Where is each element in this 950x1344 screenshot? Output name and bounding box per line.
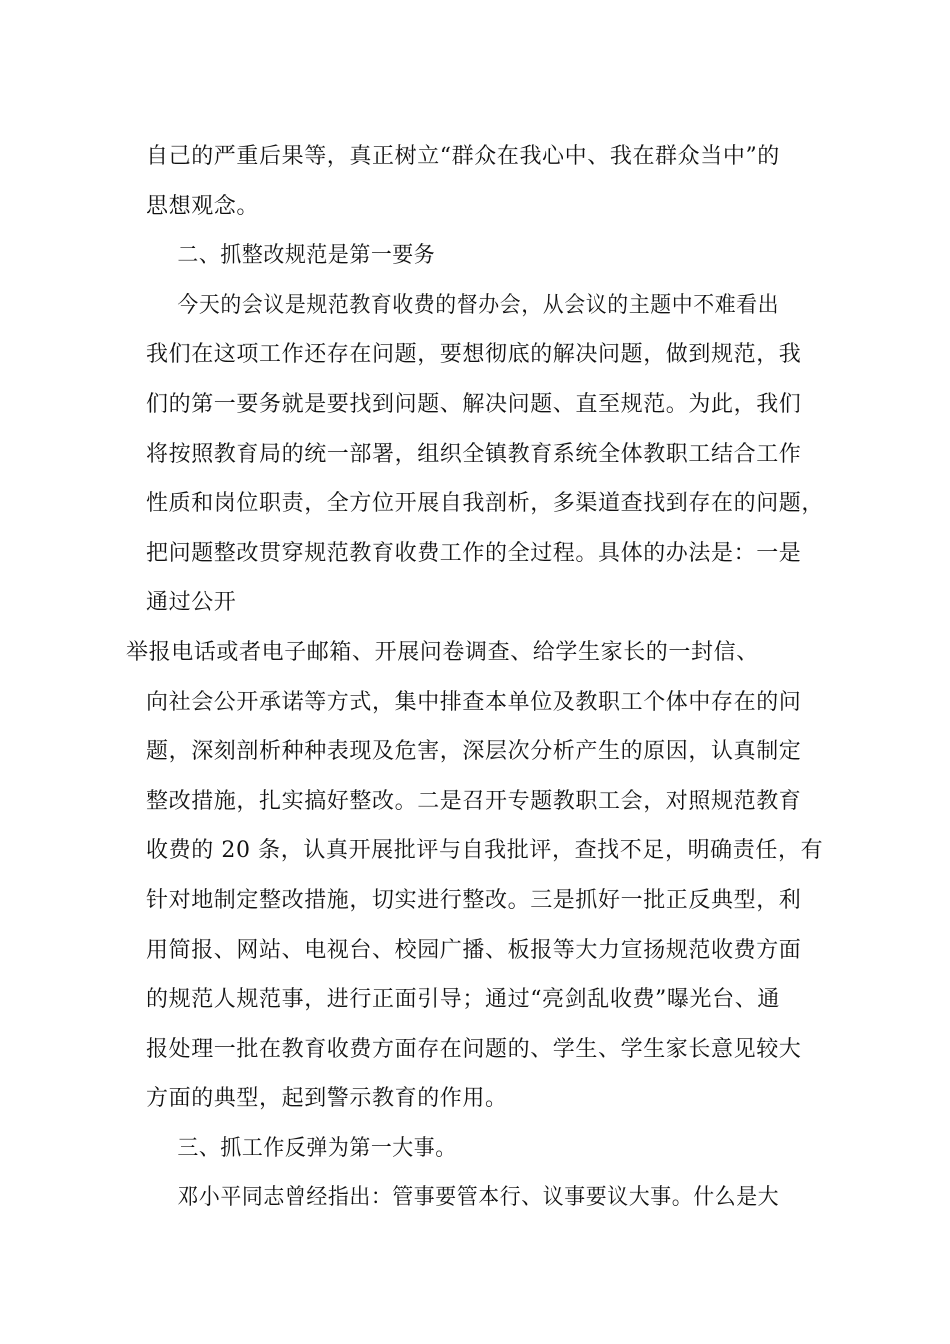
text-line: 我们在这项工作还存在问题，要想彻底的解决问题，做到规范，我 xyxy=(146,342,802,368)
text-line: 将按照教育局的统一部署，组织全镇教育系统全体教职工结合工作 xyxy=(146,441,802,467)
text-line: 题，深刻剖析种种表现及危害，深层次分析产生的原因，认真制定 xyxy=(146,739,802,765)
text-line: 举报电话或者电子邮箱、开展问卷调查、给学生家长的一封信、 xyxy=(126,639,759,665)
text-line: 用简报、网站、电视台、校园广播、板报等大力宣扬规范收费方面 xyxy=(146,937,802,963)
text-line: 思想观念。 xyxy=(146,193,260,219)
text-line: 把问题整改贯穿规范教育收费工作的全过程。具体的办法是：一是 xyxy=(146,540,802,566)
text-line: 今天的会议是规范教育收费的督办会，从会议的主题中不难看出 xyxy=(177,292,780,318)
text-line: 收费的 20 条，认真开展批评与自我批评，查找不足，明确责任，有 xyxy=(146,838,824,864)
text-line: 三、抓工作反弹为第一大事。 xyxy=(177,1135,457,1161)
text-line: 整改措施，扎实搞好整改。二是召开专题教职工会，对照规范教育 xyxy=(146,788,802,814)
text-line: 们的第一要务就是要找到问题、解决问题、直至规范。为此，我们 xyxy=(146,391,802,417)
text-line: 自己的严重后果等，真正树立“群众在我心中、我在群众当中”的 xyxy=(146,144,780,169)
text-line: 邓小平同志曾经指出：管事要管本行、议事要议大事。什么是大 xyxy=(177,1185,780,1211)
text-line: 通过公开 xyxy=(146,590,237,616)
text-line: 向社会公开承诺等方式，集中排查本单位及教职工个体中存在的问 xyxy=(146,689,802,715)
text-line: 的规范人规范事，进行正面引导；通过“亮剑乱收费”曝光台、通 xyxy=(146,987,780,1013)
document-body xyxy=(126,132,826,1223)
text-line: 报处理一批在教育收费方面存在问题的、学生、学生家长意见较大 xyxy=(146,1036,802,1062)
text-line: 针对地制定整改措施，切实进行整改。三是抓好一批正反典型，利 xyxy=(146,887,802,913)
text-line: 二、抓整改规范是第一要务 xyxy=(177,243,436,269)
text-line: 性质和岗位职责，全方位开展自我剖析，多渠道查找到存在的问题， xyxy=(146,491,825,517)
text-line: 方面的典型，起到警示教育的作用。 xyxy=(146,1086,508,1112)
